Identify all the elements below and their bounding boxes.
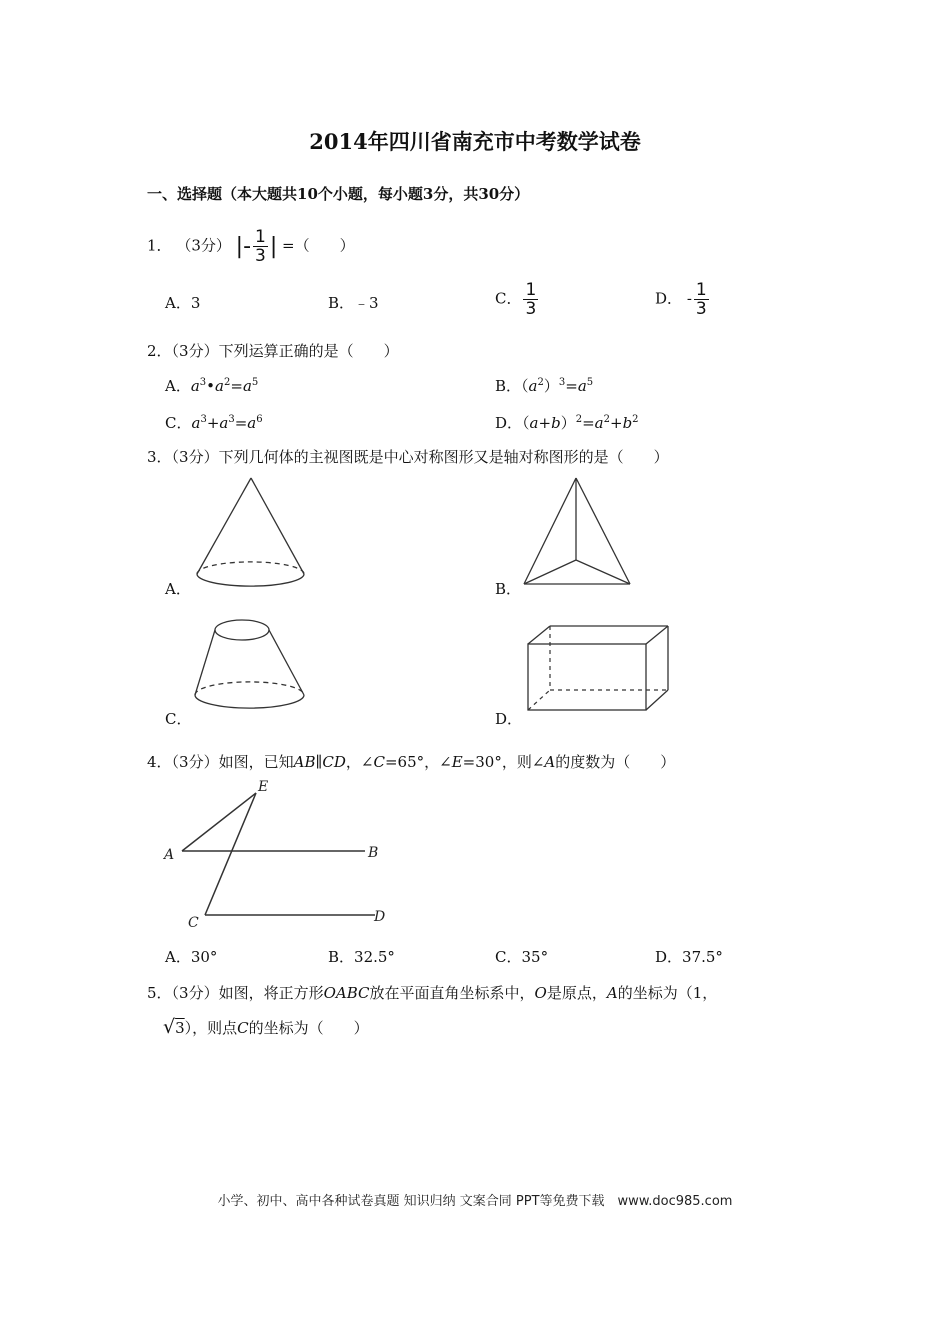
minus-sign: - xyxy=(686,289,692,308)
sqrt-radicand: 3 xyxy=(175,1019,185,1037)
square-oabc: OABC xyxy=(323,984,370,1002)
question-5-line-2 xyxy=(163,1016,369,1038)
fraction-numerator: 1 xyxy=(255,227,266,247)
question-number: 5． xyxy=(147,984,172,1002)
q3-label-b: B． xyxy=(495,580,522,598)
question-text: ，∠ xyxy=(345,753,374,771)
question-score: （3分） xyxy=(171,448,219,466)
question-text: 下列几何体的主视图既是中心对称图形又是轴对称图形的是（ ） xyxy=(218,448,669,466)
question-number: 1． xyxy=(147,236,172,255)
option-label: B． xyxy=(495,377,522,395)
q1-option-b: B．﹣3 xyxy=(328,294,379,312)
q1-option-c xyxy=(495,281,540,318)
pyramid-figure xyxy=(518,472,638,592)
parallel-symbol: ∥ xyxy=(315,753,323,771)
question-1 xyxy=(147,228,355,265)
q2-option-d: D．$(a+b)^2=a^2+b^2$ xyxy=(495,414,639,432)
footer-banner: 小学、初中、高中各种试卷真题 知识归纳 文案合同 PPT等免费下载 www.doc985.com xyxy=(217,1194,733,1209)
q3-label-d: D． xyxy=(495,710,523,728)
q4-option-b: B．32.5° xyxy=(328,948,395,966)
question-score: （3分） xyxy=(171,342,219,360)
question-text: 是原点， xyxy=(546,984,607,1002)
question-2 xyxy=(147,340,399,361)
q4-option-a: A．30° xyxy=(165,948,218,966)
question-text: =30°，则∠ xyxy=(462,753,545,771)
question-text: =65°，∠ xyxy=(384,753,452,771)
question-text: 的坐标为（ ） xyxy=(248,1019,369,1037)
fraction-numerator: 1 xyxy=(525,280,537,300)
option-label: D． xyxy=(655,289,683,308)
question-text: 放在平面直角坐标系中， xyxy=(369,984,535,1002)
segment-cd: CD xyxy=(322,753,346,771)
fraction xyxy=(694,281,709,318)
q1-option-a: A．3 xyxy=(165,294,201,312)
angle-c: C xyxy=(373,753,385,771)
question-3 xyxy=(147,446,669,467)
question-number: 4． xyxy=(147,753,172,771)
question-text: 如图，将正方形 xyxy=(218,984,324,1002)
abs-close: | xyxy=(269,234,278,259)
point-a: A xyxy=(606,984,618,1002)
q2-option-a: A．$a^3•a^2=a^5$ xyxy=(165,377,259,395)
option-label: C． xyxy=(165,414,192,432)
question-4 xyxy=(147,751,675,772)
q4-option-d: D．37.5° xyxy=(655,948,723,966)
abs-open: |- xyxy=(235,234,252,259)
point-d-label: D xyxy=(374,909,386,925)
q1-option-d xyxy=(655,281,711,318)
q3-label-a: A． xyxy=(165,580,191,598)
question-text: ），则点 xyxy=(184,1019,238,1037)
question-score: （3分） xyxy=(176,236,231,255)
sqrt-symbol: √ xyxy=(163,1016,176,1038)
q4-option-c: C．35° xyxy=(495,948,549,966)
section-heading: 一、选择题（本大题共10个小题，每小题3分，共30分） xyxy=(147,185,530,203)
frustum-figure xyxy=(180,610,320,715)
q2-option-c: C．$a^3+a^3=a^6$ xyxy=(165,414,263,432)
fraction-denominator: 3 xyxy=(695,299,707,319)
point-c: C xyxy=(237,1019,249,1037)
cone-figure xyxy=(180,470,320,590)
fraction xyxy=(523,281,538,318)
fraction-denominator: 3 xyxy=(525,299,537,319)
question-text: 如图，已知 xyxy=(218,753,294,771)
option-label: D． xyxy=(495,414,523,432)
fraction-denominator: 3 xyxy=(255,246,266,266)
exam-title: 2014年四川省南充市中考数学试卷 xyxy=(309,129,641,154)
question-score: （3分） xyxy=(171,753,219,771)
question-score: （3分） xyxy=(171,984,219,1002)
question-text: 的坐标为（1， xyxy=(617,984,718,1002)
parallel-lines-figure xyxy=(160,775,400,935)
segment-ab: AB xyxy=(293,753,316,771)
angle-a: A xyxy=(544,753,556,771)
point-c-label: C xyxy=(188,915,199,931)
question-tail: =（ ） xyxy=(282,236,355,255)
option-label: C． xyxy=(495,289,522,308)
q2-option-b: B．$(a^2)^3=a^5$ xyxy=(495,377,594,395)
question-number: 3． xyxy=(147,448,172,466)
question-text: 下列运算正确的是（ ） xyxy=(218,342,399,360)
angle-e: E xyxy=(451,753,463,771)
point-o: O xyxy=(534,984,547,1002)
question-text: 的度数为（ ） xyxy=(555,753,676,771)
fraction xyxy=(253,228,268,265)
q3-label-c: C． xyxy=(165,710,192,728)
fraction-numerator: 1 xyxy=(695,280,707,300)
cuboid-figure xyxy=(520,620,680,715)
point-b-label: B xyxy=(368,845,379,861)
option-label: A． xyxy=(165,377,191,395)
point-e-label: E xyxy=(258,779,269,795)
point-a-label: A xyxy=(164,847,175,863)
question-5-line-1 xyxy=(147,982,717,1003)
question-number: 2． xyxy=(147,342,172,360)
